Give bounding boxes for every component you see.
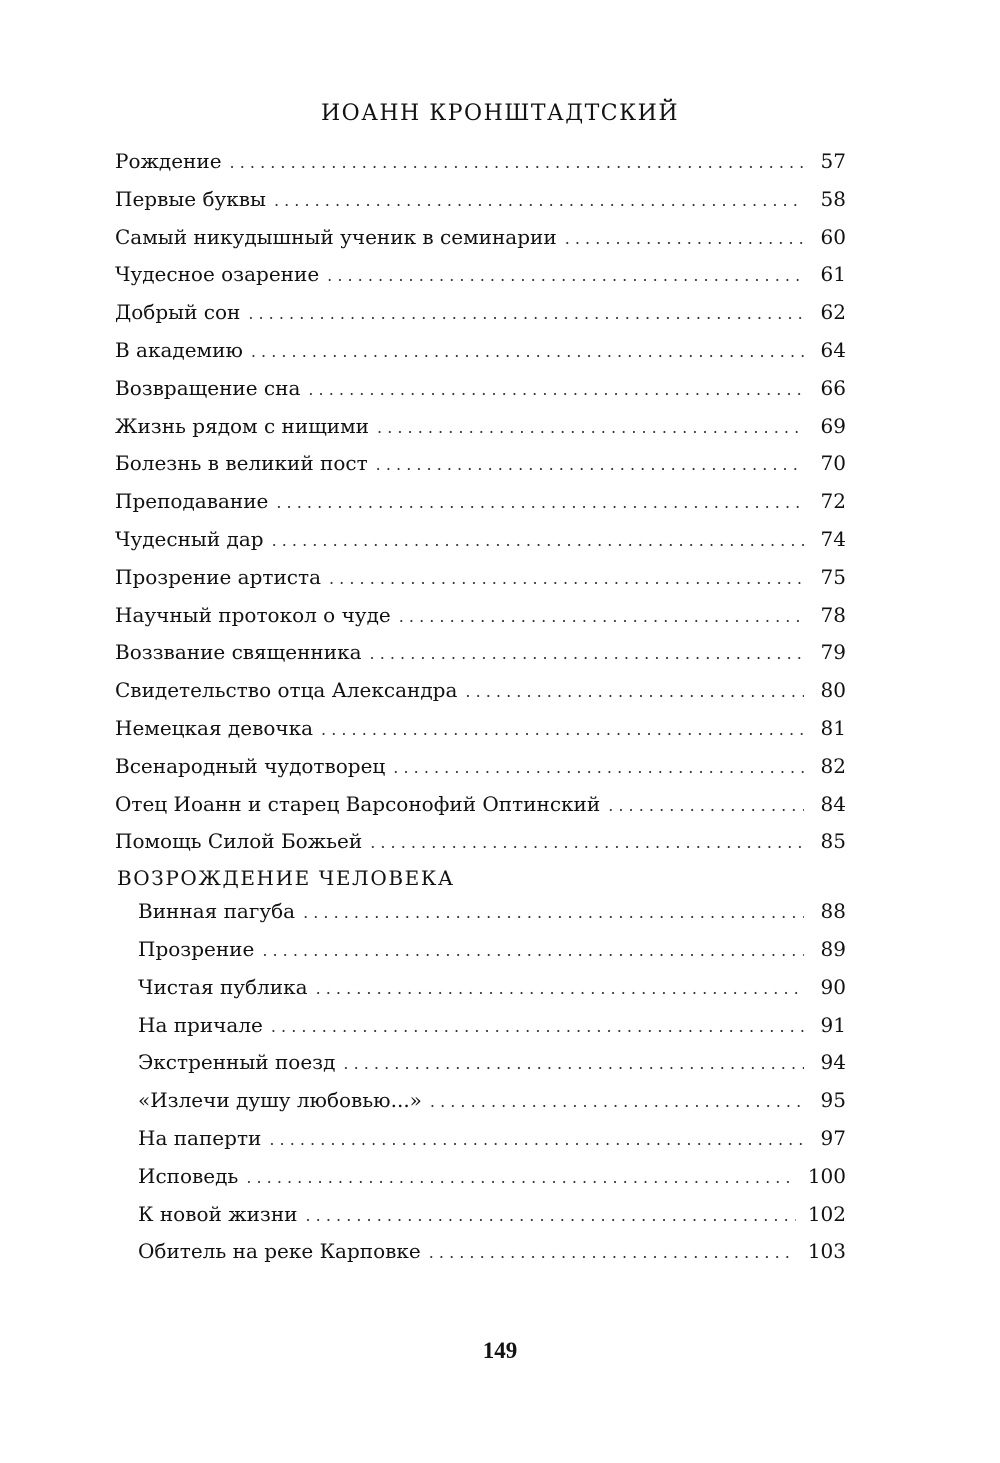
- toc-entry-page: 91: [820, 1012, 846, 1037]
- table-of-contents: [115, 143, 846, 1271]
- toc-entry-page: 74: [820, 526, 846, 551]
- toc-entry-title: Болезнь в великий пост: [115, 451, 368, 476]
- toc-entry-title: Обитель на реке Карповке: [138, 1239, 421, 1264]
- toc-subentry: [115, 969, 846, 1007]
- toc-subentry: [115, 893, 846, 931]
- toc-entry: [115, 408, 846, 446]
- running-head: ИОАНН КРОНШТАДТСКИЙ: [320, 101, 680, 126]
- toc-entry-page: 103: [807, 1239, 846, 1264]
- dot-leader: [393, 749, 804, 787]
- toc-entry-title: На причале: [138, 1012, 263, 1037]
- toc-entry-title: Исповедь: [138, 1163, 239, 1188]
- toc-entry-page: 97: [820, 1125, 846, 1150]
- toc-entry-title: Научный протокол о чуде: [115, 602, 391, 627]
- toc-entry-title: Винная пагуба: [138, 899, 296, 924]
- toc-entry-title: Самый никудышный ученик в семинарии: [115, 224, 557, 249]
- toc-entry-title: Чудесный дар: [115, 526, 264, 551]
- dot-leader: [272, 522, 804, 560]
- dot-leader: [343, 1045, 804, 1083]
- toc-entry: [115, 332, 846, 370]
- toc-entry: [115, 521, 846, 559]
- dot-leader: [274, 182, 804, 220]
- toc-entry-title: Преподавание: [115, 489, 269, 514]
- dot-leader: [271, 1008, 804, 1046]
- toc-entry: [115, 445, 846, 483]
- toc-entry: [115, 294, 846, 332]
- toc-entry-page: 94: [820, 1050, 846, 1075]
- toc-entry: [115, 823, 846, 861]
- toc-entry-page: 84: [820, 791, 846, 816]
- toc-subentry: [115, 931, 846, 969]
- toc-entry-title: Прозрение: [138, 936, 255, 961]
- toc-entry-page: 80: [820, 678, 846, 703]
- toc-entry-title: Жизнь рядом с нищими: [115, 413, 370, 438]
- dot-leader: [269, 1121, 804, 1159]
- toc-entry-page: 95: [820, 1088, 846, 1113]
- toc-entry-title: Воззвание священника: [115, 640, 362, 665]
- toc-entry: [115, 219, 846, 257]
- toc-entry-page: 100: [807, 1163, 846, 1188]
- toc-entry-title: Отец Иоанн и старец Варсонофий Оптинский: [115, 791, 601, 816]
- toc-entry-title: Прозрение артиста: [115, 564, 321, 589]
- toc-entry: [115, 143, 846, 181]
- toc-entry-page: 89: [820, 936, 846, 961]
- toc-entry-title: «Излечи душу любовью...»: [138, 1088, 422, 1113]
- toc-entry-page: 90: [820, 974, 846, 999]
- toc-entry-page: 78: [820, 602, 846, 627]
- dot-leader: [399, 598, 804, 636]
- dot-leader: [608, 787, 804, 825]
- dot-leader: [321, 711, 804, 749]
- toc-entry-page: 69: [820, 413, 846, 438]
- toc-entry-page: 82: [820, 753, 846, 778]
- page-number: 149: [482, 1338, 518, 1363]
- toc-entry-page: 66: [820, 375, 846, 400]
- dot-leader: [370, 824, 804, 862]
- section-heading: ВОЗРОЖДЕНИЕ ЧЕЛОВЕКА: [117, 866, 455, 891]
- toc-entry-title: Добрый сон: [115, 300, 241, 325]
- toc-entry: [115, 597, 846, 635]
- dot-leader: [376, 446, 804, 484]
- toc-entry-title: В академию: [115, 337, 243, 362]
- dot-leader: [246, 1159, 796, 1197]
- toc-entry: [115, 710, 846, 748]
- toc-entry-title: Всенародный чудотворец: [115, 753, 386, 778]
- toc-entry: [115, 256, 846, 294]
- dot-leader: [377, 409, 804, 447]
- toc-entry-page: 72: [820, 489, 846, 514]
- toc-entry-title: Рождение: [115, 149, 222, 173]
- toc-subentry: [115, 1044, 846, 1082]
- toc-entry: [115, 370, 846, 408]
- dot-leader: [303, 894, 804, 932]
- toc-entry-page: 61: [820, 262, 846, 287]
- dot-leader: [306, 1197, 796, 1235]
- dot-leader: [465, 673, 804, 711]
- toc-entry-title: Чудесное озарение: [115, 262, 320, 287]
- dot-leader: [316, 970, 804, 1008]
- toc-entry-title: На паперти: [138, 1125, 262, 1150]
- dot-leader: [262, 932, 804, 970]
- dot-leader: [248, 295, 804, 333]
- toc-entry-page: 88: [820, 899, 846, 924]
- dot-leader: [251, 333, 804, 371]
- dot-leader: [329, 560, 804, 598]
- toc-entry-title: Первые буквы: [115, 186, 266, 211]
- toc-entry-page: 60: [820, 224, 846, 249]
- dot-leader: [429, 1234, 796, 1272]
- toc-entry-title: Немецкая девочка: [115, 715, 314, 740]
- dot-leader: [430, 1083, 804, 1121]
- toc-entry: [115, 672, 846, 710]
- toc-subentry: [115, 1007, 846, 1045]
- toc-subentry: [115, 1233, 846, 1271]
- toc-entry-page: 85: [820, 829, 846, 854]
- toc-entry: [115, 634, 846, 672]
- toc-entry-page: 102: [807, 1201, 846, 1226]
- toc-entry: [115, 786, 846, 824]
- dot-leader: [370, 635, 804, 673]
- dot-leader: [230, 144, 804, 182]
- toc-subentry: [115, 1120, 846, 1158]
- toc-entry-page: 81: [820, 715, 846, 740]
- toc-entry: [115, 181, 846, 219]
- toc-entry-page: 64: [820, 337, 846, 362]
- toc-entry-page: 58: [820, 186, 846, 211]
- toc-entry-page: 70: [820, 451, 846, 476]
- toc-subentry: [115, 1196, 846, 1234]
- toc-subentry: [115, 1158, 846, 1196]
- toc-entry-title: Свидетельство отца Александра: [115, 678, 458, 703]
- dot-leader: [308, 371, 804, 409]
- toc-entry-title: Экстренный поезд: [138, 1050, 336, 1075]
- toc-entry: [115, 483, 846, 521]
- toc-subentry: [115, 1082, 846, 1120]
- toc-entry-title: Возвращение сна: [115, 375, 301, 400]
- toc-entry: [115, 559, 846, 597]
- toc-entry-page: 79: [820, 640, 846, 665]
- toc-entry-title: Помощь Силой Божьей: [115, 829, 363, 854]
- toc-entry-page: 75: [820, 564, 846, 589]
- toc-entry: [115, 748, 846, 786]
- toc-entry-page: 57: [820, 149, 846, 173]
- toc-entry-page: 62: [820, 300, 846, 325]
- dot-leader: [565, 220, 804, 258]
- dot-leader: [276, 484, 804, 522]
- toc-entry-title: Чистая публика: [138, 974, 308, 999]
- toc-entry-title: К новой жизни: [138, 1201, 298, 1226]
- dot-leader: [327, 257, 804, 295]
